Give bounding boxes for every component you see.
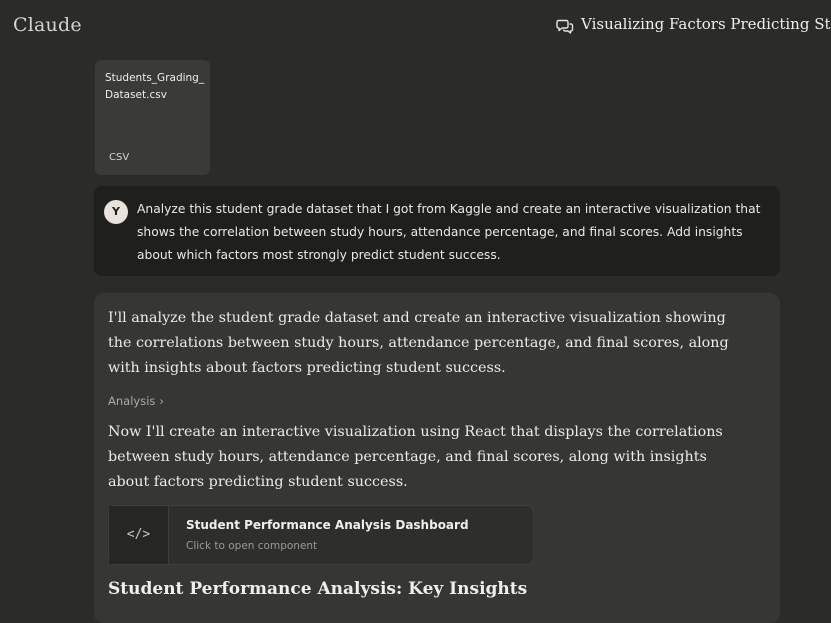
assistant-followup-text: Now I'll create an interactive visualization using React that displays the correlations between study hours, attendance percentage, and final scores, along with insights about factors predicting student success. [108, 424, 723, 490]
artifact-card[interactable] [108, 505, 534, 565]
user-avatar: Y [104, 200, 128, 224]
artifact-subtitle: Click to open component [186, 540, 318, 552]
analysis-label: Analysis [108, 394, 156, 408]
chat-bubbles-icon [556, 17, 574, 35]
chevron-right-icon: › [159, 394, 164, 408]
assistant-message [94, 293, 780, 623]
chat-title-button[interactable] [556, 14, 831, 38]
analysis-toggle[interactable] [108, 394, 164, 408]
artifact-title: Student Performance Analysis Dashboard [186, 518, 469, 532]
assistant-intro-text: I'll analyze the student grade dataset and create an interactive visualization showing the correlations between study hours, attendance percentage, and final scores, along with insights about factors predicting student success. [108, 310, 729, 376]
attachment-file-name: Students_Grading_Dataset.csv [105, 72, 205, 101]
brand-logo[interactable]: Claude [13, 14, 82, 36]
user-message [94, 186, 780, 276]
user-message-text: Analyze this student grade dataset that I got from Kaggle and create an interactive visualization that shows the correlation between study hours, attendance percentage, and final scores. Add insights about which factors most strongly predict student success. [137, 202, 761, 262]
attachment-file-type: CSV [109, 152, 130, 163]
attachment-card[interactable] [95, 60, 210, 175]
section-heading: Student Performance Analysis: Key Insights [108, 579, 528, 599]
chat-title: Visualizing Factors Predicting St [581, 15, 831, 33]
top-bar [0, 0, 831, 52]
code-icon: </> [109, 506, 169, 564]
